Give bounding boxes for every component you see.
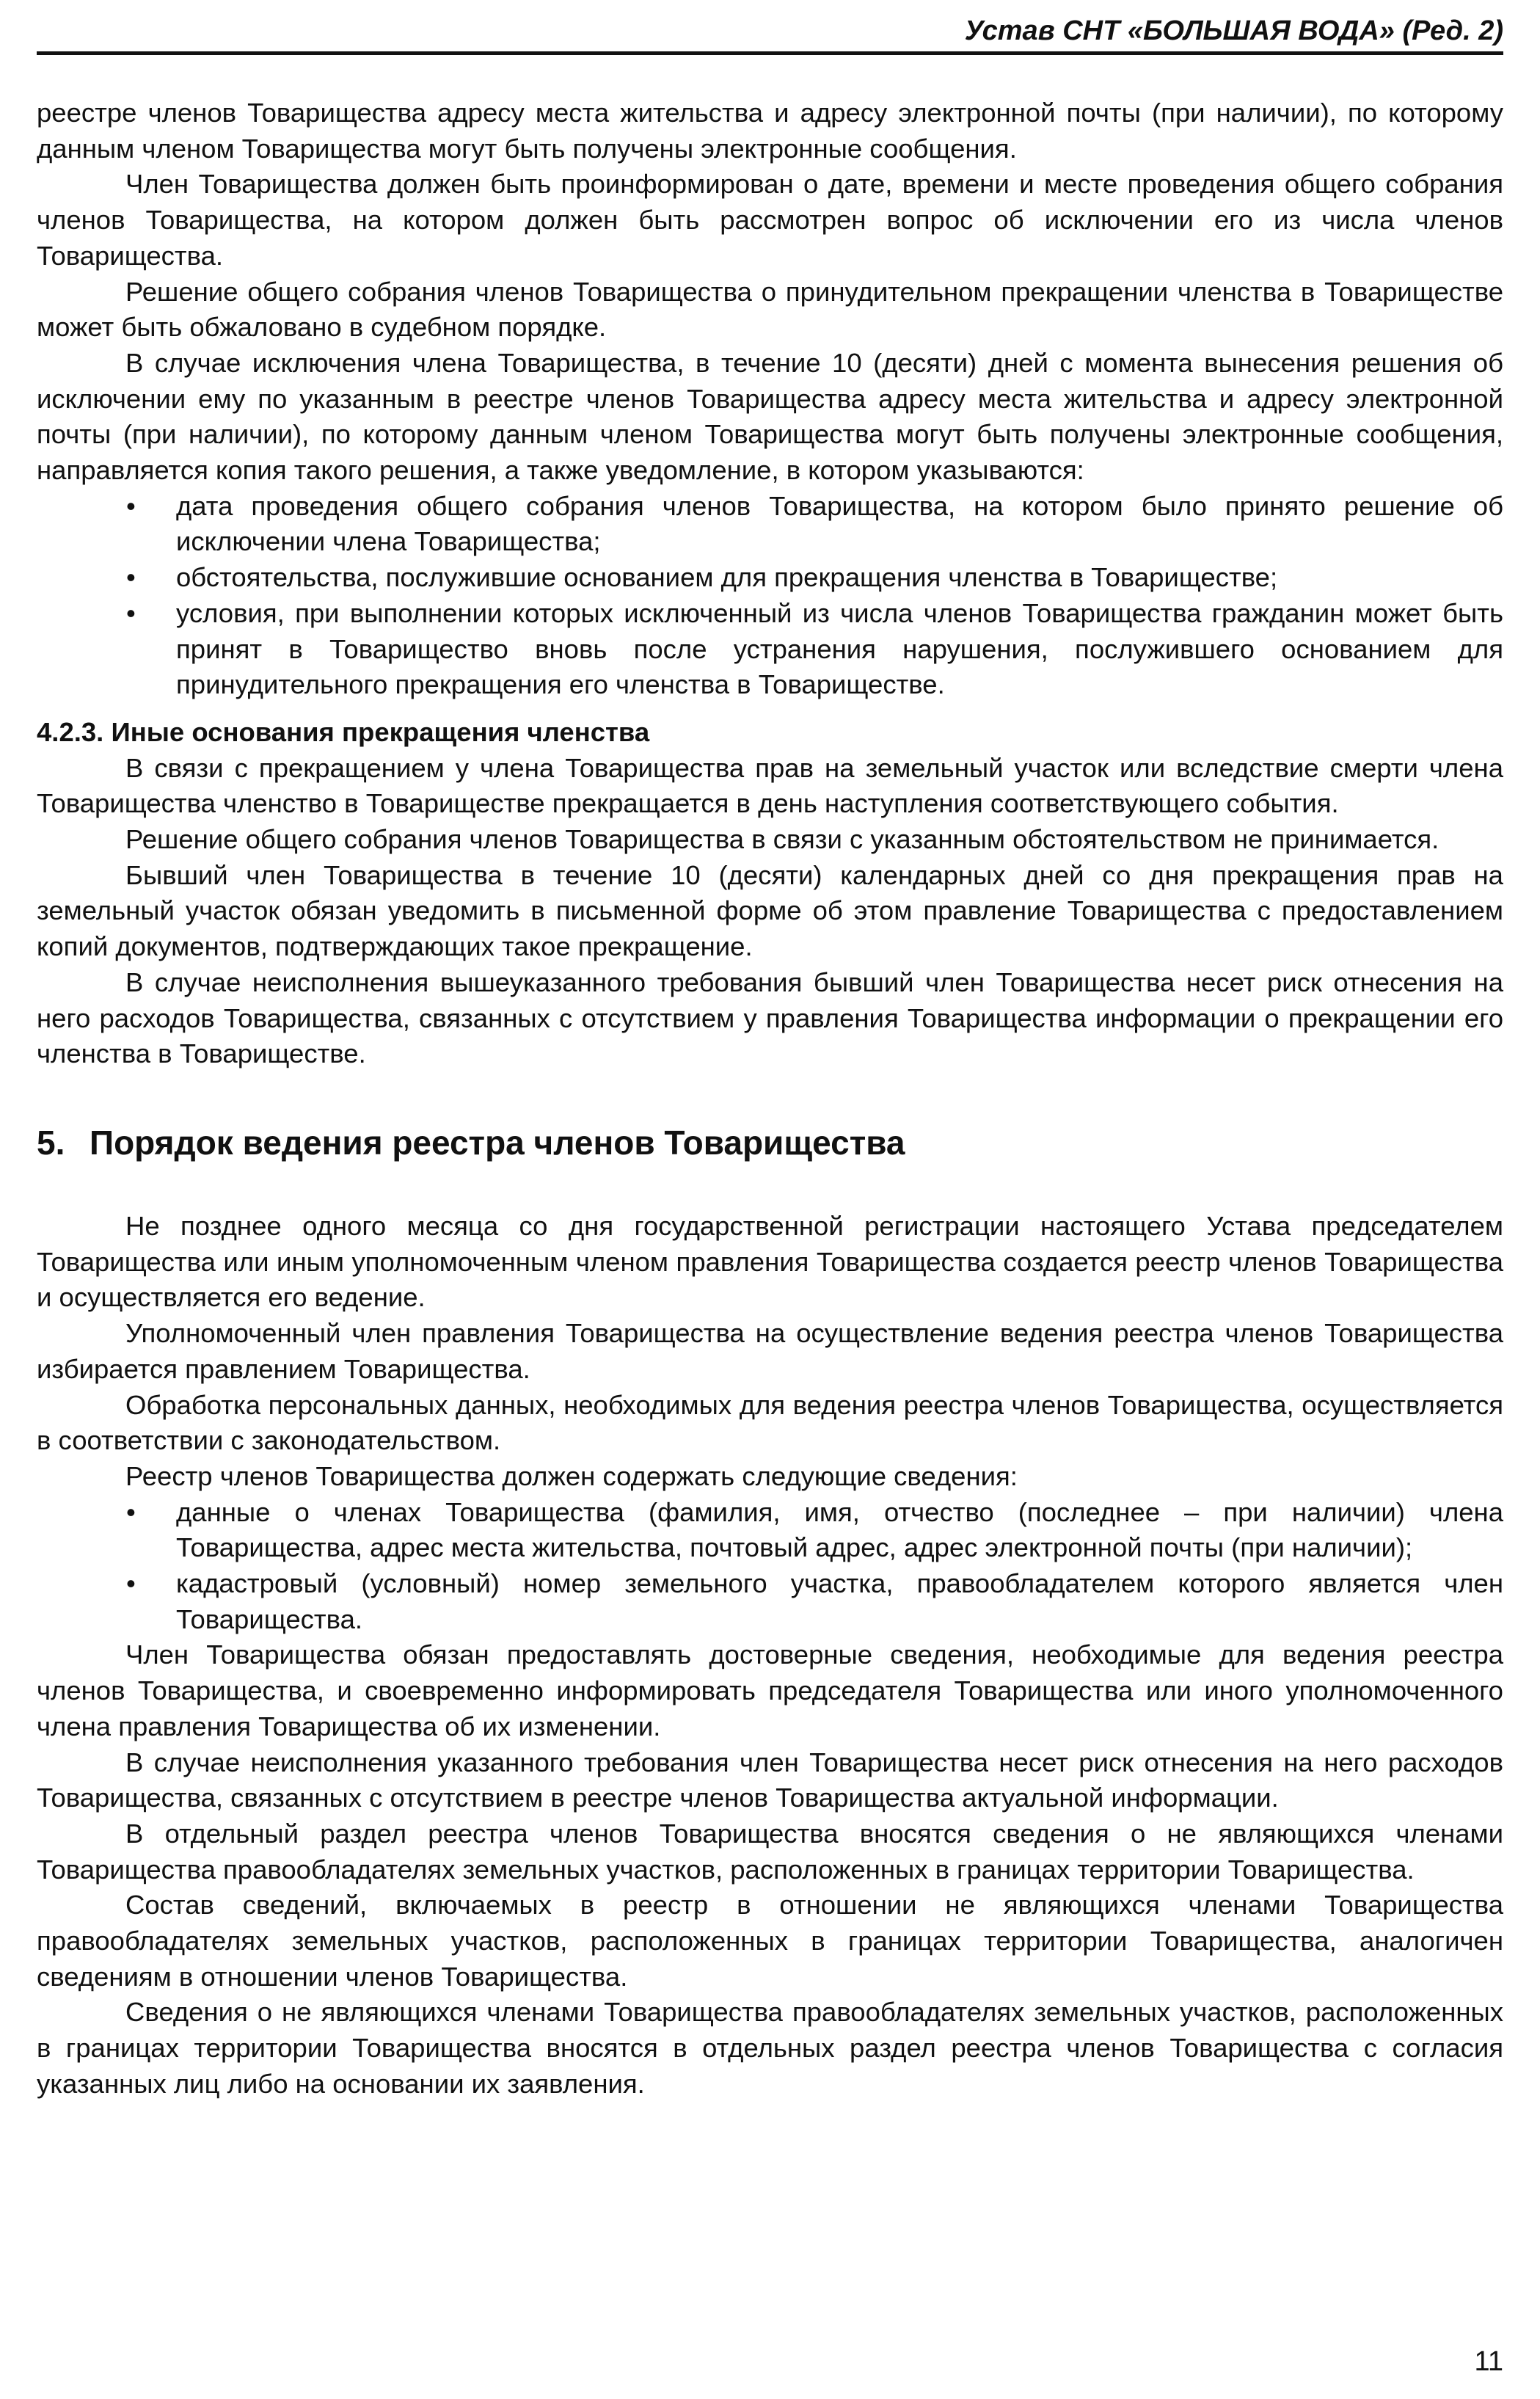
subsection-heading: 4.2.3. Иные основания прекращения членства bbox=[37, 716, 650, 747]
paragraph: В случае неисполнения указанного требования член Товарищества несет риск отнесения на него расходов Товарищества, связанных с отсутствием в реестре членов Товарищества актуальной информации. bbox=[37, 1747, 1503, 1813]
paragraph: Решение общего собрания членов Товарищества о принудительном прекращении членства в Товариществе может быть обжаловано в судебном порядке. bbox=[37, 276, 1503, 343]
paragraph: В связи с прекращением у члена Товарищества прав на земельный участок или вследствие смерти члена Товарищества членство в Товариществе прекращается в день наступления соответствующего события. bbox=[37, 752, 1503, 819]
paragraph: Сведения о не являющихся членами Товарищества правообладателях земельных участков, расположенных в границах территории Товарищества вносятся в отдельных раздел реестра членов Товарищества с согласия указанных лиц либо на основании их заявления. bbox=[37, 1997, 1503, 2099]
paragraph: Обработка персональных данных, необходимых для ведения реестра членов Товарищества, осуществляется в соответствии с законодательством. bbox=[37, 1389, 1503, 1456]
section-number: 5. bbox=[37, 1123, 65, 1162]
list-item: • кадастровый (условный) номер земельного участка, правообладателем которого является член Товарищества. bbox=[37, 1566, 1503, 1637]
page-number: 11 bbox=[1474, 2346, 1503, 2377]
paragraph: В отдельный раздел реестра членов Товарищества вносятся сведения о не являющихся членами Товарищества правообладателях земельных участков, расположенных в границах территории Товарищества. bbox=[37, 1818, 1503, 1885]
document-page bbox=[37, 0, 1503, 2399]
paragraph: Член Товарищества должен быть проинформирован о дате, времени и месте проведения общего собрания членов Товарищества, на котором должен быть рассмотрен вопрос об исключении его из числа членов Товарищества. bbox=[37, 169, 1503, 271]
paragraph: Решение общего собрания членов Товарищества в связи с указанным обстоятельством не принимается. bbox=[125, 824, 1439, 855]
list-item: • условия, при выполнении которых исключенный из числа членов Товарищества гражданин может быть принят в Товарищество вновь после устранения нарушения, послужившего основанием для принудительного прекращения его членства в Товариществе. bbox=[37, 596, 1503, 703]
header-title: Устав СНТ «БОЛЬШАЯ ВОДА» (Ред. 2) bbox=[964, 15, 1503, 46]
list-item: • дата проведения общего собрания членов Товарищества, на котором было принято решение об исключении члена Товарищества; bbox=[37, 489, 1503, 560]
paragraph: Реестр членов Товарищества должен содержать следующие сведения: bbox=[125, 1460, 1018, 1491]
section-title: Порядок ведения реестра членов Товарищества bbox=[90, 1123, 905, 1162]
section-heading bbox=[37, 1121, 1503, 1165]
paragraph: Не позднее одного месяца со дня государственной регистрации настоящего Устава председателем Товарищества или иным уполномоченным членом правления Товарищества создается реестр членов Товарищества и осуществляется его ведение. bbox=[37, 1210, 1503, 1313]
paragraph: Уполномоченный член правления Товарищества на осуществление ведения реестра членов Товарищества избирается правлением Товарищества. bbox=[37, 1318, 1503, 1384]
document-body bbox=[37, 95, 1503, 2103]
paragraph: В случае исключения члена Товарищества, в течение 10 (десяти) дней с момента вынесения решения об исключении ему по указанным в реестре членов Товарищества адресу места жительства и адресу электронной почты (при наличии), по которому данным членом Товарищества могут быть получены электронные сообщения, направляется копия такого решения, а также уведомление, в котором указываются: bbox=[37, 347, 1503, 486]
running-header bbox=[37, 10, 1503, 55]
paragraph: Член Товарищества обязан предоставлять достоверные сведения, необходимые для ведения реестра членов Товарищества, и своевременно информировать председателя Товарищества или иного уполномоченного члена правления Товарищества об их изменении. bbox=[37, 1639, 1503, 1741]
list-item: • обстоятельства, послужившие основанием для прекращения членства в Товариществе; bbox=[37, 560, 1503, 596]
paragraph: Бывший член Товарищества в течение 10 (десяти) календарных дней со дня прекращения прав на земельный участок обязан уведомить в письменной форме об этом правление Товарищества с предоставлением копий документов, подтверждающих такое прекращение. bbox=[37, 859, 1503, 962]
list-item: • данные о членах Товарищества (фамилия, имя, отчество (последнее – при наличии) члена Товарищества, адрес места жительства, почтовый адрес, адрес электронной почты (при наличии); bbox=[37, 1495, 1503, 1566]
paragraph: В случае неисполнения вышеуказанного требования бывший член Товарищества несет риск отнесения на него расходов Товарищества, связанных с отсутствием у правления Товарищества информации о прекращении его членства в Товариществе. bbox=[37, 966, 1503, 1069]
paragraph: Состав сведений, включаемых в реестр в отношении не являющихся членами Товарищества правообладателях земельных участков, расположенных в границах территории Товарищества, аналогичен сведениям в отношении членов Товарищества. bbox=[37, 1890, 1503, 1992]
paragraph: реестре членов Товарищества адресу места жительства и адресу электронной почты (при наличии), по которому данным членом Товарищества могут быть получены электронные сообщения. bbox=[37, 98, 1503, 164]
bullet-list bbox=[37, 489, 1503, 703]
bullet-list bbox=[37, 1495, 1503, 1638]
